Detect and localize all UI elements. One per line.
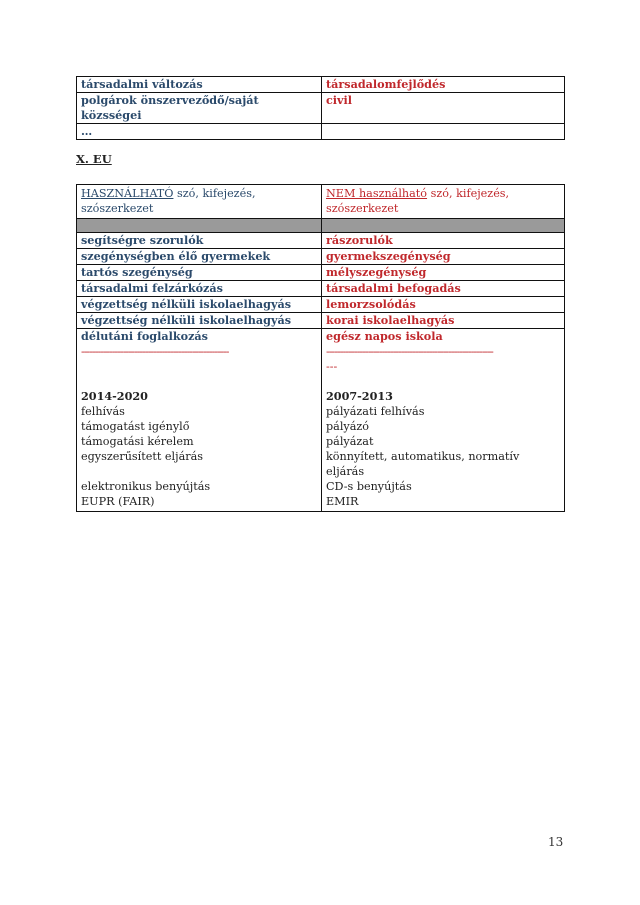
- table-row-period-comparison: [77, 329, 565, 512]
- usable-term: szegénységben élő gyermekek: [77, 249, 322, 265]
- list-item: eljárás: [326, 465, 365, 478]
- list-item: [81, 464, 317, 479]
- table-row: [77, 233, 565, 249]
- spacer: [81, 359, 317, 389]
- unusable-term: társadalomfejlődés: [322, 77, 565, 93]
- unusable-term: gyermekszegénység: [322, 249, 565, 265]
- usable-term: segítségre szorulók: [77, 233, 322, 249]
- dashed-separator: -----------------------------------------------------: [81, 345, 229, 358]
- unusable-term: lemorzsolódás: [322, 297, 565, 313]
- list-item: EMIR: [326, 495, 359, 508]
- list-item: támogatást igénylő: [81, 420, 190, 433]
- header-usable-emphasis: HASZNÁLHATÓ: [81, 187, 174, 200]
- unusable-column-block: [322, 329, 565, 512]
- list-item: CD-s benyújtás: [326, 480, 412, 493]
- terminology-table-continued: [76, 76, 565, 140]
- list-item: könnyített, automatikus, normatív: [326, 450, 520, 463]
- table-row: [77, 313, 565, 329]
- header-unusable-emphasis: NEM használható: [326, 187, 428, 200]
- unusable-term: civil: [322, 93, 565, 124]
- header-unusable: [322, 185, 565, 219]
- header-usable: [77, 185, 322, 219]
- list-item: támogatási kérelem: [81, 435, 194, 448]
- shaded-cell: [322, 219, 565, 233]
- header-unusable-rest: szó, kifejezés, szószerkezet: [326, 187, 510, 215]
- unusable-term: rászorulók: [322, 233, 565, 249]
- dashed-separator: ------------------------------------------------------------: [326, 345, 493, 358]
- period-label: 2007-2013: [326, 389, 393, 403]
- table-row: [77, 124, 565, 140]
- list-item: felhívás: [81, 405, 125, 418]
- unusable-term: [322, 124, 565, 140]
- table-header-row: [77, 185, 565, 219]
- list-item: pályázat: [326, 435, 374, 448]
- usable-term: végzettség nélküli iskolaelhagyás: [77, 313, 322, 329]
- usable-term: …: [77, 124, 322, 140]
- list-item: pályázó: [326, 420, 370, 433]
- eu-terminology-table: [76, 184, 565, 512]
- table-row: [77, 77, 565, 93]
- page-number: 13: [548, 835, 564, 849]
- unusable-term: korai iskolaelhagyás: [322, 313, 565, 329]
- list-item: pályázati felhívás: [326, 405, 425, 418]
- table-row: [77, 249, 565, 265]
- unusable-term: egész napos iskola: [326, 329, 443, 343]
- shaded-cell: [77, 219, 322, 233]
- table-row: [77, 297, 565, 313]
- list-item: egyszerűsített eljárás: [81, 450, 203, 463]
- spacer: [326, 374, 560, 389]
- usable-term: tartós szegénység: [77, 265, 322, 281]
- usable-term: társadalmi változás: [77, 77, 322, 93]
- usable-term: végzettség nélküli iskolaelhagyás: [77, 297, 322, 313]
- usable-term: társadalmi felzárkózás: [77, 281, 322, 297]
- usable-term: polgárok önszerveződő/saját közsségei: [77, 93, 322, 124]
- table-row: [77, 281, 565, 297]
- shaded-separator-row: [77, 219, 565, 233]
- list-item: EUPR (FAIR): [81, 495, 155, 508]
- period-label: 2014-2020: [81, 389, 148, 403]
- header-usable-rest: szó, kifejezés, szószerkezet: [81, 187, 256, 215]
- dashed-separator-tail: ---: [326, 360, 338, 373]
- table-row: [77, 265, 565, 281]
- usable-term: délutáni foglalkozás: [81, 329, 208, 343]
- table-row: [77, 93, 565, 124]
- unusable-term: társadalmi befogadás: [322, 281, 565, 297]
- section-heading: X. EU: [76, 152, 112, 166]
- list-item: elektronikus benyújtás: [81, 480, 211, 493]
- unusable-term: mélyszegénység: [322, 265, 565, 281]
- usable-column-block: [77, 329, 322, 512]
